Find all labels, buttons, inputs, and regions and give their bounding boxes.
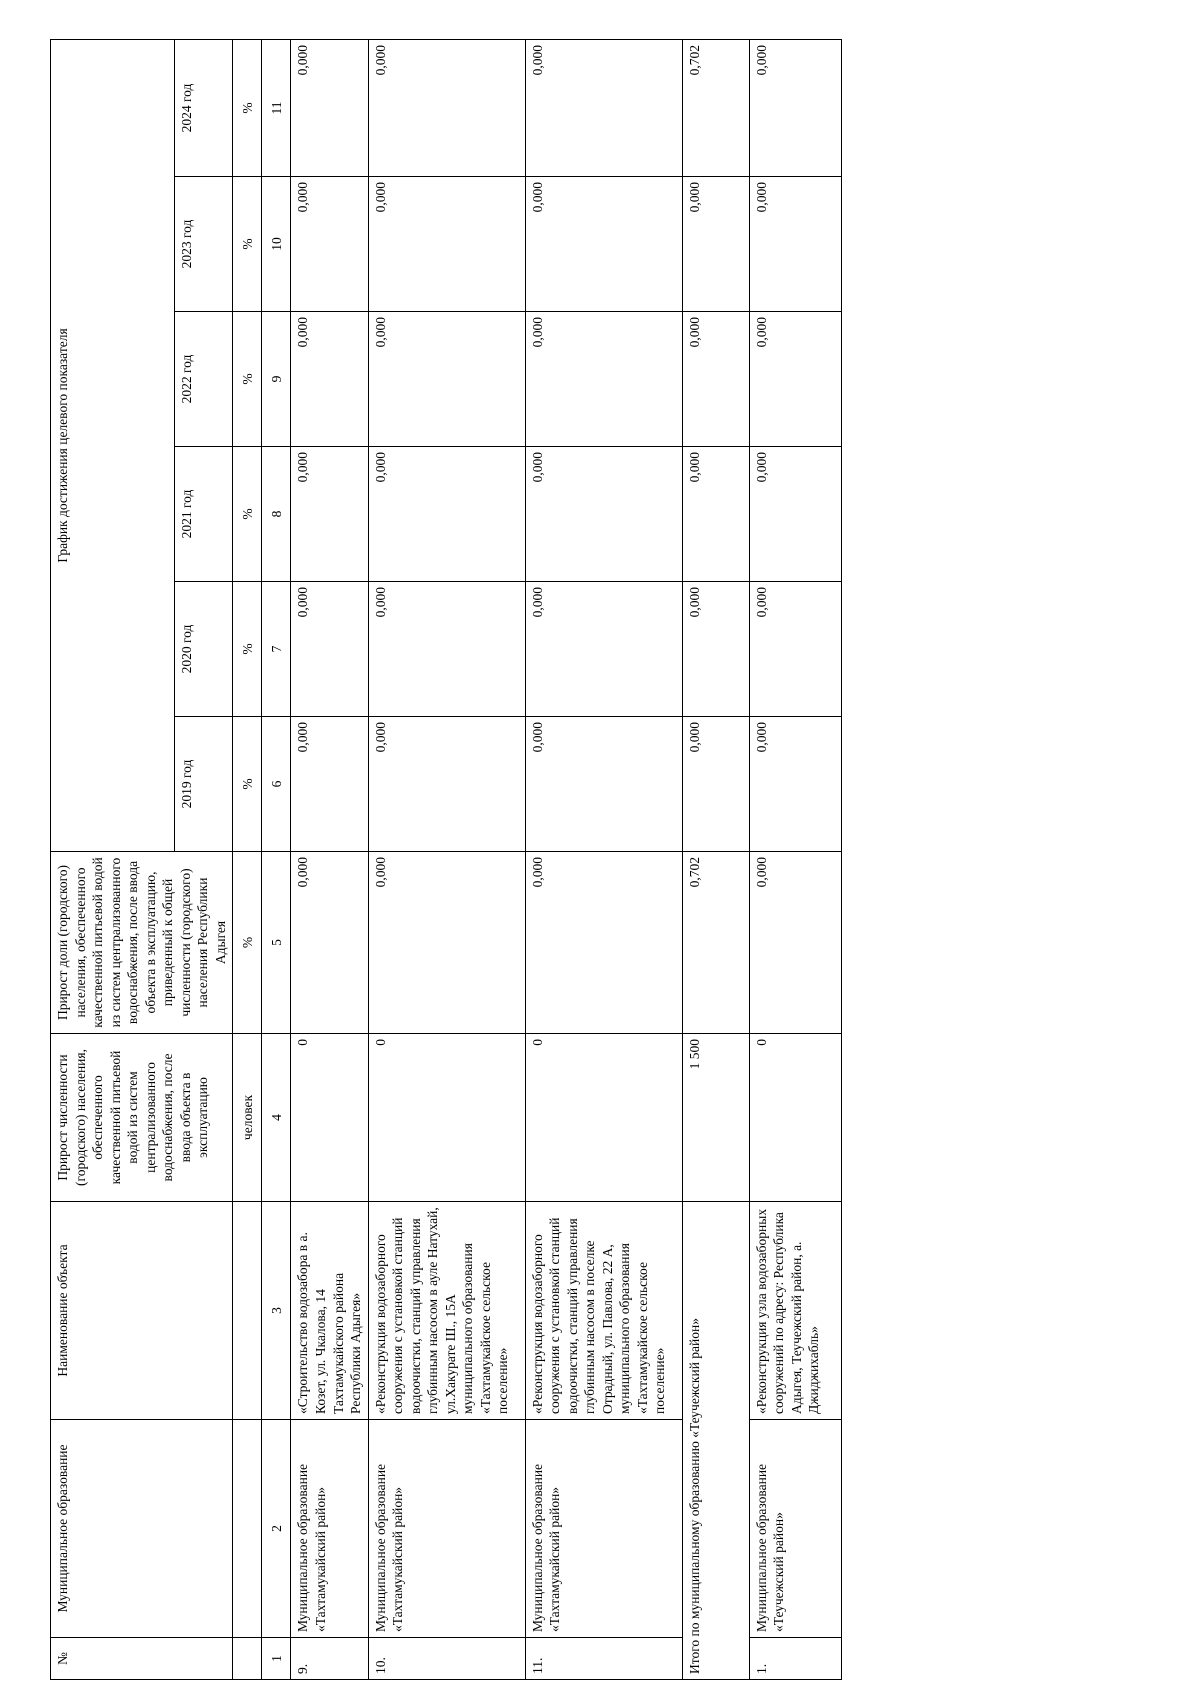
column-number: 6	[262, 717, 291, 852]
row-number: 11.	[525, 1638, 682, 1680]
row-number: 9.	[291, 1638, 368, 1680]
unit-percent: %	[233, 582, 262, 717]
row-year-value: 0,000	[291, 39, 368, 176]
row-year-value: 0,000	[525, 447, 682, 582]
unit-percent: %	[233, 39, 262, 176]
row-object: «Строительство водозабора в а. Козет, ул. Чкалова, 14 Тахтамукайского района Республики Адыгея»	[291, 1202, 368, 1420]
row-growth-share: 0,000	[291, 852, 368, 1034]
row-growth-people: 0	[749, 1034, 841, 1202]
row-growth-people: 0	[368, 1034, 525, 1202]
unit-blank	[233, 1420, 262, 1638]
column-number: 5	[262, 852, 291, 1034]
table-row	[291, 39, 368, 1679]
row-object: «Реконструкция узла водозаборных сооружений по адресу: Республика Адыгея, Теучежский район, а. Джиджихабль»	[749, 1202, 841, 1420]
column-number: 10	[262, 177, 291, 312]
unit-people: человек	[233, 1034, 262, 1202]
row-year-value: 0,000	[368, 717, 525, 852]
header-schedule: График достижения целевого показателя	[51, 39, 175, 851]
row-year-value: 0,000	[749, 312, 841, 447]
row-number: 1.	[749, 1638, 841, 1680]
row-growth-people: 0	[291, 1034, 368, 1202]
row-year-value: 0,000	[749, 582, 841, 717]
year-2019: 2019 год	[174, 717, 233, 852]
column-number: 8	[262, 447, 291, 582]
row-growth-share: 0,000	[368, 852, 525, 1034]
total-year-value: 0,000	[682, 717, 749, 852]
unit-percent: %	[233, 312, 262, 447]
target-indicator-table	[50, 39, 842, 1680]
row-year-value: 0,000	[291, 717, 368, 852]
unit-percent: %	[233, 177, 262, 312]
total-label: Итого по муниципальному образованию «Теучежский район»	[682, 1202, 749, 1680]
unit-blank	[233, 1202, 262, 1420]
row-municipality: Муниципальное образование «Тахтамукайский район»	[525, 1420, 682, 1638]
year-2021: 2021 год	[174, 447, 233, 582]
column-number-row	[262, 39, 291, 1679]
header-growth-share: Прирост доли (городского) населения, обеспеченного качественной питьевой водой из систем централизованного водоснабжения, после ввода объекта в эксплуатацию, приведенный к общей численности (городского) населения Республики Адыгея	[51, 852, 233, 1034]
year-2022: 2022 год	[174, 312, 233, 447]
table-row	[525, 39, 682, 1679]
row-year-value: 0,000	[749, 177, 841, 312]
row-growth-people: 0	[525, 1034, 682, 1202]
column-number: 4	[262, 1034, 291, 1202]
row-year-value: 0,000	[291, 312, 368, 447]
total-year-value: 0,000	[682, 582, 749, 717]
total-year-value: 0,702	[682, 39, 749, 176]
row-growth-share: 0,000	[525, 852, 682, 1034]
column-number: 7	[262, 582, 291, 717]
row-year-value: 0,000	[525, 312, 682, 447]
table-row	[749, 39, 841, 1679]
row-year-value: 0,000	[368, 312, 525, 447]
total-growth-share: 0,702	[682, 852, 749, 1034]
row-number: 10.	[368, 1638, 525, 1680]
header-row	[51, 39, 175, 1679]
table-row	[368, 39, 525, 1679]
column-number: 9	[262, 312, 291, 447]
total-year-value: 0,000	[682, 177, 749, 312]
header-no: №	[51, 1638, 233, 1680]
rotated-document-page	[50, 40, 1050, 1680]
column-number: 3	[262, 1202, 291, 1420]
unit-blank	[233, 1638, 262, 1680]
row-year-value: 0,000	[291, 447, 368, 582]
unit-percent: %	[233, 717, 262, 852]
row-year-value: 0,000	[525, 582, 682, 717]
header-municipality: Муниципальное образование	[51, 1420, 233, 1638]
row-object: «Реконструкция водозаборного сооружения с установкой станций водоочистки, станций управления глубинным насосом в поселке Отрадный, ул. Павлова, 22 А, муниципального образования «Тахтамукайское сельское поселение»	[525, 1202, 682, 1420]
row-year-value: 0,000	[291, 177, 368, 312]
unit-percent: %	[233, 447, 262, 582]
year-2020: 2020 год	[174, 582, 233, 717]
row-year-value: 0,000	[368, 39, 525, 176]
total-year-value: 0,000	[682, 447, 749, 582]
column-number: 2	[262, 1420, 291, 1638]
column-number: 11	[262, 39, 291, 176]
row-growth-share: 0,000	[749, 852, 841, 1034]
row-year-value: 0,000	[525, 39, 682, 176]
row-municipality: Муниципальное образование «Тахтамукайский район»	[368, 1420, 525, 1638]
year-2023: 2023 год	[174, 177, 233, 312]
row-year-value: 0,000	[525, 177, 682, 312]
total-year-value: 0,000	[682, 312, 749, 447]
row-year-value: 0,000	[749, 717, 841, 852]
row-year-value: 0,000	[368, 447, 525, 582]
units-row	[233, 39, 262, 1679]
row-year-value: 0,000	[368, 582, 525, 717]
row-year-value: 0,000	[291, 582, 368, 717]
row-year-value: 0,000	[368, 177, 525, 312]
row-municipality: Муниципальное образование «Теучежский район»	[749, 1420, 841, 1638]
row-year-value: 0,000	[525, 717, 682, 852]
header-growth-people: Прирост численности (городского) населения, обеспеченного качественной питьевой водой из систем централизованного водоснабжения, после ввода объекта в эксплуатацию	[51, 1034, 233, 1202]
total-growth-people: 1 500	[682, 1034, 749, 1202]
total-row	[682, 39, 749, 1679]
header-object: Наименование объекта	[51, 1202, 233, 1420]
column-number: 1	[262, 1638, 291, 1680]
row-object: «Реконструкция водозаборного сооружения с установкой станций водоочистки, станций управления глубинным насосом в ауле Натухай, ул.Хакурате Ш., 15А муниципального образования «Тахтамукайское сельское поселение»	[368, 1202, 525, 1420]
unit-percent: %	[233, 852, 262, 1034]
row-year-value: 0,000	[749, 39, 841, 176]
row-municipality: Муниципальное образование «Тахтамукайский район»	[291, 1420, 368, 1638]
year-2024: 2024 год	[174, 39, 233, 176]
row-year-value: 0,000	[749, 447, 841, 582]
